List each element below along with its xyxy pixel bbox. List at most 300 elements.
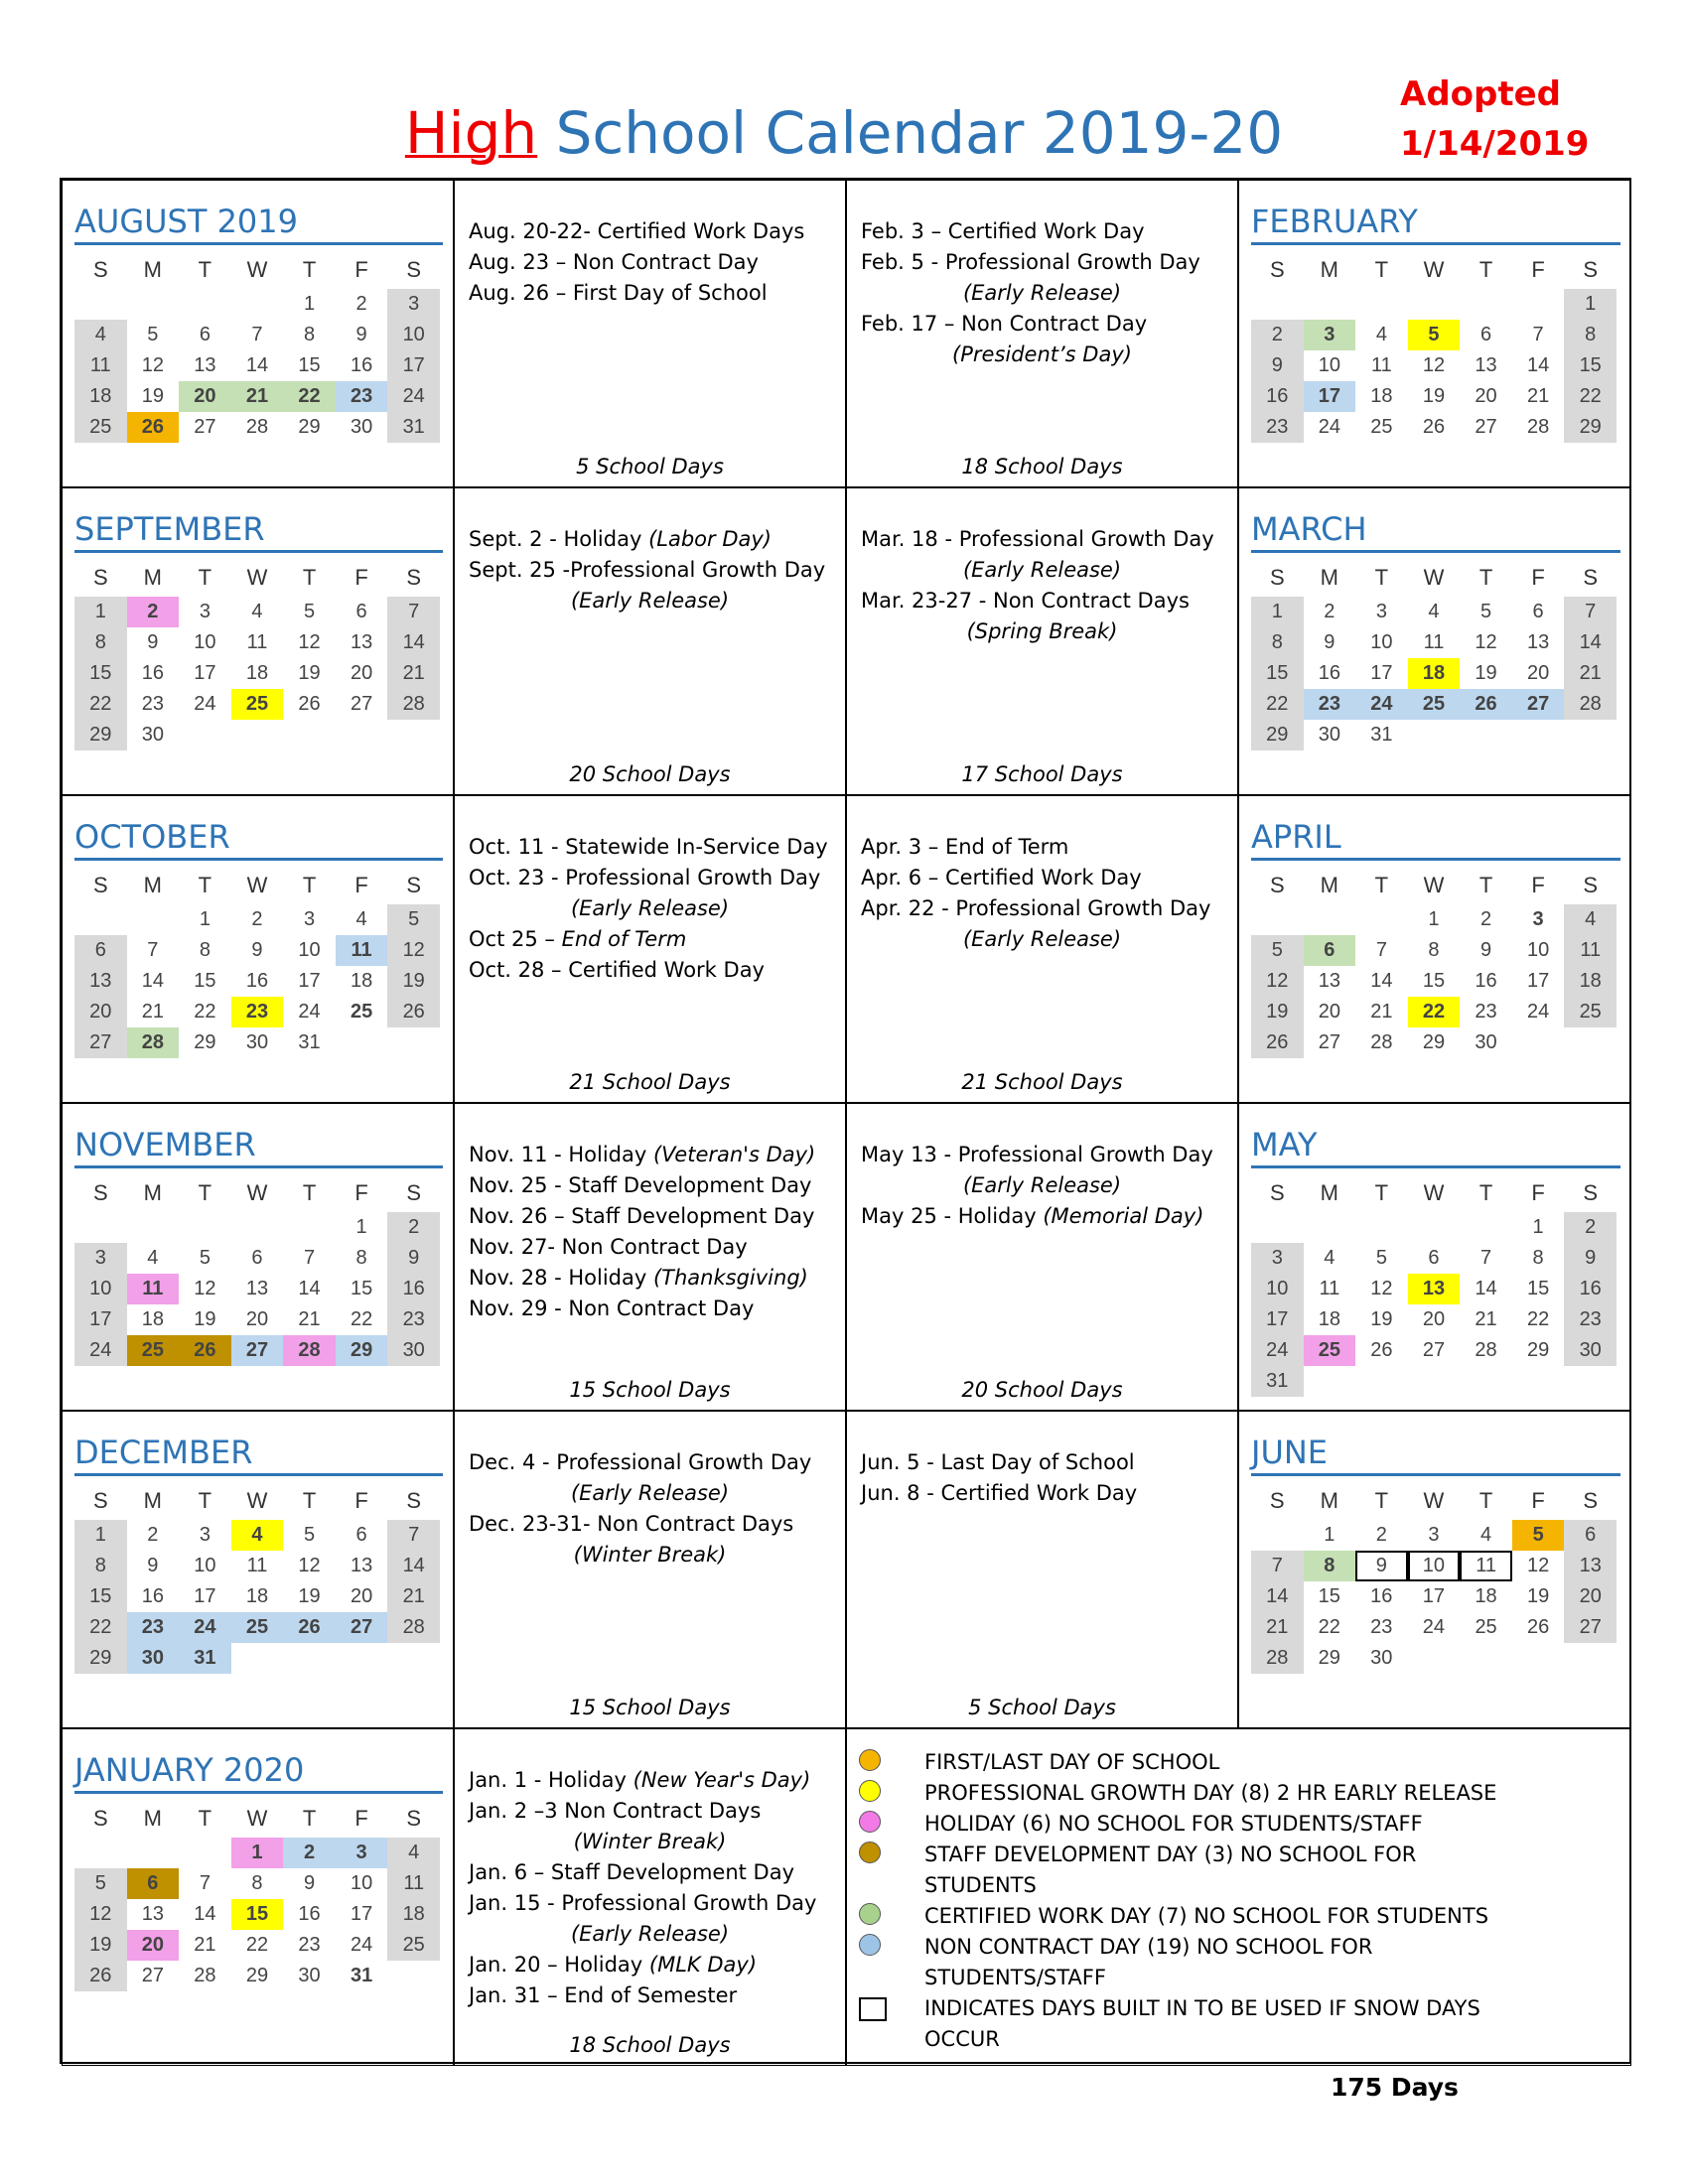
day-22[interactable]: 22 xyxy=(1408,997,1461,1027)
day-25[interactable]: 25 xyxy=(1408,689,1461,720)
day-22[interactable]: 22 xyxy=(194,1001,216,1023)
day-1[interactable]: 1 xyxy=(1564,289,1617,320)
day-18[interactable]: 18 xyxy=(1564,966,1617,997)
day-15[interactable]: 15 xyxy=(350,1278,373,1299)
day-27[interactable]: 27 xyxy=(74,1027,127,1058)
day-6[interactable]: 6 xyxy=(251,1247,263,1269)
day-21[interactable]: 21 xyxy=(387,658,440,689)
day-30[interactable]: 30 xyxy=(350,416,373,438)
day-15[interactable]: 15 xyxy=(1526,1278,1550,1299)
day-8[interactable]: 8 xyxy=(251,1872,263,1894)
day-20[interactable]: 20 xyxy=(127,1930,180,1961)
day-5[interactable]: 5 xyxy=(1512,1520,1565,1551)
day-19[interactable]: 19 xyxy=(1370,1308,1393,1330)
day-5[interactable]: 5 xyxy=(199,1247,211,1269)
day-26[interactable]: 26 xyxy=(298,693,321,715)
day-10[interactable]: 10 xyxy=(387,320,440,350)
day-1[interactable]: 1 xyxy=(1428,908,1440,930)
day-28[interactable]: 28 xyxy=(387,689,440,720)
day-4[interactable]: 4 xyxy=(231,1520,284,1551)
day-19[interactable]: 19 xyxy=(387,966,440,997)
day-25[interactable]: 25 xyxy=(231,689,284,720)
day-17[interactable]: 17 xyxy=(1370,662,1393,684)
day-29[interactable]: 29 xyxy=(298,416,321,438)
day-24[interactable]: 24 xyxy=(194,693,216,715)
day-15[interactable]: 15 xyxy=(1564,350,1617,381)
day-15[interactable]: 15 xyxy=(74,1581,127,1612)
day-14[interactable]: 14 xyxy=(1370,970,1393,992)
day-4[interactable]: 4 xyxy=(1564,904,1617,935)
day-20[interactable]: 20 xyxy=(1475,385,1497,407)
day-27[interactable]: 27 xyxy=(141,1965,164,1986)
day-12[interactable]: 12 xyxy=(1475,631,1497,653)
day-8[interactable]: 8 xyxy=(1428,939,1440,961)
day-1[interactable]: 1 xyxy=(1532,1216,1544,1238)
day-29[interactable]: 29 xyxy=(1251,720,1304,751)
day-12[interactable]: 12 xyxy=(1251,966,1304,997)
day-17[interactable]: 17 xyxy=(194,662,216,684)
day-16[interactable]: 16 xyxy=(141,662,164,684)
day-9[interactable]: 9 xyxy=(387,1243,440,1274)
day-19[interactable]: 19 xyxy=(1475,662,1497,684)
day-21[interactable]: 21 xyxy=(298,1308,321,1330)
day-9[interactable]: 9 xyxy=(355,324,367,345)
day-7[interactable]: 7 xyxy=(1375,939,1387,961)
day-8[interactable]: 8 xyxy=(74,1551,127,1581)
day-25[interactable]: 25 xyxy=(1564,997,1617,1027)
day-29[interactable]: 29 xyxy=(1422,1031,1446,1053)
day-20[interactable]: 20 xyxy=(350,1585,373,1607)
day-18[interactable]: 18 xyxy=(387,1899,440,1930)
day-28[interactable]: 28 xyxy=(387,1612,440,1643)
day-15[interactable]: 15 xyxy=(298,354,321,376)
day-7[interactable]: 7 xyxy=(303,1247,316,1269)
day-21[interactable]: 21 xyxy=(1251,1612,1304,1643)
day-13[interactable]: 13 xyxy=(245,1278,269,1299)
day-28[interactable]: 28 xyxy=(1370,1031,1393,1053)
day-14[interactable]: 14 xyxy=(1251,1581,1304,1612)
day-25[interactable]: 25 xyxy=(127,1335,180,1366)
day-17[interactable]: 17 xyxy=(1304,381,1356,412)
day-5[interactable]: 5 xyxy=(387,904,440,935)
day-11[interactable]: 11 xyxy=(387,1868,440,1899)
day-4[interactable]: 4 xyxy=(355,908,367,930)
day-2[interactable]: 2 xyxy=(1375,1524,1387,1546)
day-16[interactable]: 16 xyxy=(1251,381,1304,412)
day-30[interactable]: 30 xyxy=(141,724,164,746)
day-11[interactable]: 11 xyxy=(246,1555,268,1576)
day-25[interactable]: 25 xyxy=(1370,416,1393,438)
day-16[interactable]: 16 xyxy=(141,1585,164,1607)
day-12[interactable]: 12 xyxy=(1527,1555,1550,1576)
day-11[interactable]: 11 xyxy=(74,350,127,381)
day-9[interactable]: 9 xyxy=(303,1872,316,1894)
day-1[interactable]: 1 xyxy=(74,597,127,627)
day-4[interactable]: 4 xyxy=(1428,601,1440,622)
day-24[interactable]: 24 xyxy=(387,381,440,412)
day-12[interactable]: 12 xyxy=(141,354,164,376)
day-9[interactable]: 9 xyxy=(147,1555,159,1576)
day-6[interactable]: 6 xyxy=(199,324,211,345)
day-7[interactable]: 7 xyxy=(199,1872,211,1894)
day-29[interactable]: 29 xyxy=(74,720,127,751)
day-12[interactable]: 12 xyxy=(1370,1278,1393,1299)
day-9[interactable]: 9 xyxy=(1251,350,1304,381)
day-17[interactable]: 17 xyxy=(298,970,321,992)
day-18[interactable]: 18 xyxy=(245,662,269,684)
day-19[interactable]: 19 xyxy=(1251,997,1304,1027)
day-7[interactable]: 7 xyxy=(1479,1247,1492,1269)
day-17[interactable]: 17 xyxy=(1251,1304,1304,1335)
day-4[interactable]: 4 xyxy=(74,320,127,350)
day-6[interactable]: 6 xyxy=(1304,935,1356,966)
day-31[interactable]: 31 xyxy=(1370,724,1393,746)
day-22[interactable]: 22 xyxy=(1251,689,1304,720)
day-26[interactable]: 26 xyxy=(1251,1027,1304,1058)
day-3[interactable]: 3 xyxy=(199,1524,211,1546)
day-17[interactable]: 17 xyxy=(350,1903,373,1925)
day-29[interactable]: 29 xyxy=(245,1965,269,1986)
day-16[interactable]: 16 xyxy=(298,1903,321,1925)
day-4[interactable]: 4 xyxy=(1375,324,1387,345)
day-21[interactable]: 21 xyxy=(194,1934,216,1956)
day-20[interactable]: 20 xyxy=(350,662,373,684)
day-19[interactable]: 19 xyxy=(298,662,321,684)
day-27[interactable]: 27 xyxy=(1318,1031,1340,1053)
day-6[interactable]: 6 xyxy=(1479,324,1492,345)
day-30[interactable]: 30 xyxy=(1475,1031,1497,1053)
day-24[interactable]: 24 xyxy=(1251,1335,1304,1366)
day-5[interactable]: 5 xyxy=(1479,601,1492,622)
day-19[interactable]: 19 xyxy=(1527,1585,1550,1607)
day-28[interactable]: 28 xyxy=(1475,1339,1497,1361)
day-12[interactable]: 12 xyxy=(298,1555,321,1576)
day-21[interactable]: 21 xyxy=(387,1581,440,1612)
day-21[interactable]: 21 xyxy=(1475,1308,1497,1330)
day-23[interactable]: 23 xyxy=(1251,412,1304,443)
day-5[interactable]: 5 xyxy=(303,1524,316,1546)
day-31[interactable]: 31 xyxy=(179,1643,231,1674)
day-17[interactable]: 17 xyxy=(1422,1585,1446,1607)
day-7[interactable]: 7 xyxy=(387,597,440,627)
day-28[interactable]: 28 xyxy=(1564,689,1617,720)
day-13[interactable]: 13 xyxy=(1408,1274,1461,1304)
day-27[interactable]: 27 xyxy=(1475,416,1497,438)
day-9[interactable]: 9 xyxy=(251,939,263,961)
day-9[interactable]: 9 xyxy=(1479,939,1492,961)
day-1[interactable]: 1 xyxy=(199,908,211,930)
day-21[interactable]: 21 xyxy=(1526,385,1550,407)
day-14[interactable]: 14 xyxy=(1526,354,1550,376)
day-29[interactable]: 29 xyxy=(74,1643,127,1674)
day-23[interactable]: 23 xyxy=(1370,1616,1393,1638)
day-27[interactable]: 27 xyxy=(231,1335,284,1366)
day-15[interactable]: 15 xyxy=(231,1899,284,1930)
day-5[interactable]: 5 xyxy=(74,1868,127,1899)
day-25[interactable]: 25 xyxy=(231,1612,284,1643)
day-2[interactable]: 2 xyxy=(387,1212,440,1243)
day-4[interactable]: 4 xyxy=(1480,1524,1492,1546)
day-22[interactable]: 22 xyxy=(1526,1308,1550,1330)
day-1[interactable]: 1 xyxy=(355,1216,367,1238)
day-21[interactable]: 21 xyxy=(231,381,284,412)
day-3[interactable]: 3 xyxy=(74,1243,127,1274)
day-7[interactable]: 7 xyxy=(1251,1551,1304,1581)
day-18[interactable]: 18 xyxy=(74,381,127,412)
day-13[interactable]: 13 xyxy=(1564,1551,1617,1581)
day-28[interactable]: 28 xyxy=(127,1027,180,1058)
day-20[interactable]: 20 xyxy=(1318,1001,1340,1023)
day-22[interactable]: 22 xyxy=(350,1308,373,1330)
day-2[interactable]: 2 xyxy=(1324,601,1336,622)
day-23[interactable]: 23 xyxy=(141,693,164,715)
day-4[interactable]: 4 xyxy=(387,1838,440,1868)
day-30[interactable]: 30 xyxy=(387,1335,440,1366)
day-8[interactable]: 8 xyxy=(1532,1247,1544,1269)
day-29[interactable]: 29 xyxy=(336,1335,388,1366)
day-15[interactable]: 15 xyxy=(1251,658,1304,689)
day-23[interactable]: 23 xyxy=(298,1934,321,1956)
day-12[interactable]: 12 xyxy=(74,1899,127,1930)
day-20[interactable]: 20 xyxy=(179,381,231,412)
day-22[interactable]: 22 xyxy=(245,1934,269,1956)
day-8[interactable]: 8 xyxy=(303,324,316,345)
day-23[interactable]: 23 xyxy=(336,381,388,412)
day-24[interactable]: 24 xyxy=(298,1001,321,1023)
day-14[interactable]: 14 xyxy=(1564,627,1617,658)
day-10[interactable]: 10 xyxy=(194,1555,216,1576)
day-11[interactable]: 11 xyxy=(127,1274,180,1304)
day-28[interactable]: 28 xyxy=(194,1965,216,1986)
day-13[interactable]: 13 xyxy=(1318,970,1340,992)
day-8[interactable]: 8 xyxy=(1564,320,1617,350)
day-8[interactable]: 8 xyxy=(74,627,127,658)
day-11[interactable]: 11 xyxy=(336,935,388,966)
day-30[interactable]: 30 xyxy=(127,1643,180,1674)
day-12[interactable]: 12 xyxy=(1422,354,1446,376)
day-9[interactable]: 9 xyxy=(1324,631,1336,653)
day-31[interactable]: 31 xyxy=(298,1031,321,1053)
day-27[interactable]: 27 xyxy=(194,416,216,438)
day-15[interactable]: 15 xyxy=(194,970,216,992)
day-4[interactable]: 4 xyxy=(147,1247,159,1269)
day-4[interactable]: 4 xyxy=(1324,1247,1336,1269)
day-3[interactable]: 3 xyxy=(303,908,316,930)
day-17[interactable]: 17 xyxy=(74,1304,127,1335)
day-14[interactable]: 14 xyxy=(298,1278,321,1299)
day-11[interactable]: 11 xyxy=(1371,354,1392,376)
day-14[interactable]: 14 xyxy=(387,1551,440,1581)
day-3[interactable]: 3 xyxy=(1375,601,1387,622)
day-15[interactable]: 15 xyxy=(1318,1585,1340,1607)
day-29[interactable]: 29 xyxy=(1318,1647,1340,1669)
day-2[interactable]: 2 xyxy=(1251,320,1304,350)
day-27[interactable]: 27 xyxy=(1422,1339,1446,1361)
day-28[interactable]: 28 xyxy=(1526,416,1550,438)
day-10[interactable]: 10 xyxy=(298,939,321,961)
day-3[interactable]: 3 xyxy=(387,289,440,320)
day-4[interactable]: 4 xyxy=(251,601,263,622)
day-13[interactable]: 13 xyxy=(141,1903,164,1925)
day-23[interactable]: 23 xyxy=(127,1612,180,1643)
day-26[interactable]: 26 xyxy=(1370,1339,1393,1361)
day-11[interactable]: 11 xyxy=(1564,935,1617,966)
day-25[interactable]: 25 xyxy=(387,1930,440,1961)
day-26[interactable]: 26 xyxy=(283,1612,336,1643)
day-2[interactable]: 2 xyxy=(251,908,263,930)
day-23[interactable]: 23 xyxy=(1304,689,1356,720)
day-22[interactable]: 22 xyxy=(74,1612,127,1643)
day-30[interactable]: 30 xyxy=(1564,1335,1617,1366)
day-1[interactable]: 1 xyxy=(1251,597,1304,627)
day-22[interactable]: 22 xyxy=(283,381,336,412)
day-28[interactable]: 28 xyxy=(283,1335,336,1366)
day-31[interactable]: 31 xyxy=(350,1965,373,1986)
day-23[interactable]: 23 xyxy=(1475,1001,1497,1023)
day-22[interactable]: 22 xyxy=(1318,1616,1340,1638)
day-30[interactable]: 30 xyxy=(1318,724,1340,746)
day-10[interactable]: 10 xyxy=(1408,1551,1461,1581)
day-2[interactable]: 2 xyxy=(1479,908,1492,930)
day-1[interactable]: 1 xyxy=(231,1838,284,1868)
day-29[interactable]: 29 xyxy=(1564,412,1617,443)
day-21[interactable]: 21 xyxy=(141,1001,164,1023)
day-10[interactable]: 10 xyxy=(194,631,216,653)
day-7[interactable]: 7 xyxy=(387,1520,440,1551)
day-13[interactable]: 13 xyxy=(74,966,127,997)
day-8[interactable]: 8 xyxy=(1251,627,1304,658)
day-2[interactable]: 2 xyxy=(355,293,367,315)
day-14[interactable]: 14 xyxy=(141,970,164,992)
day-9[interactable]: 9 xyxy=(1355,1551,1408,1581)
day-19[interactable]: 19 xyxy=(298,1585,321,1607)
day-24[interactable]: 24 xyxy=(350,1934,373,1956)
day-31[interactable]: 31 xyxy=(387,412,440,443)
day-18[interactable]: 18 xyxy=(141,1308,164,1330)
day-20[interactable]: 20 xyxy=(1526,662,1550,684)
day-6[interactable]: 6 xyxy=(127,1868,180,1899)
day-16[interactable]: 16 xyxy=(1318,662,1340,684)
day-24[interactable]: 24 xyxy=(1318,416,1340,438)
day-6[interactable]: 6 xyxy=(1564,1520,1617,1551)
day-25[interactable]: 25 xyxy=(350,1001,373,1023)
day-18[interactable]: 18 xyxy=(245,1585,269,1607)
day-2[interactable]: 2 xyxy=(147,1524,159,1546)
day-5[interactable]: 5 xyxy=(1408,320,1461,350)
day-5[interactable]: 5 xyxy=(147,324,159,345)
day-26[interactable]: 26 xyxy=(127,412,180,443)
day-31[interactable]: 31 xyxy=(1251,1366,1304,1397)
day-28[interactable]: 28 xyxy=(245,416,269,438)
day-2[interactable]: 2 xyxy=(127,597,180,627)
day-24[interactable]: 24 xyxy=(74,1335,127,1366)
day-22[interactable]: 22 xyxy=(74,689,127,720)
day-14[interactable]: 14 xyxy=(387,627,440,658)
day-29[interactable]: 29 xyxy=(194,1031,216,1053)
day-19[interactable]: 19 xyxy=(74,1930,127,1961)
day-30[interactable]: 30 xyxy=(245,1031,269,1053)
day-13[interactable]: 13 xyxy=(350,1555,373,1576)
day-25[interactable]: 25 xyxy=(1475,1616,1497,1638)
day-19[interactable]: 19 xyxy=(141,385,164,407)
day-19[interactable]: 19 xyxy=(194,1308,216,1330)
day-20[interactable]: 20 xyxy=(245,1308,269,1330)
day-11[interactable]: 11 xyxy=(1319,1278,1340,1299)
day-5[interactable]: 5 xyxy=(1375,1247,1387,1269)
day-24[interactable]: 24 xyxy=(179,1612,231,1643)
day-2[interactable]: 2 xyxy=(283,1838,336,1868)
day-26[interactable]: 26 xyxy=(1422,416,1446,438)
day-14[interactable]: 14 xyxy=(245,354,269,376)
day-16[interactable]: 16 xyxy=(387,1274,440,1304)
day-17[interactable]: 17 xyxy=(387,350,440,381)
day-13[interactable]: 13 xyxy=(350,631,373,653)
day-26[interactable]: 26 xyxy=(179,1335,231,1366)
day-10[interactable]: 10 xyxy=(1318,354,1340,376)
day-29[interactable]: 29 xyxy=(1526,1339,1550,1361)
day-26[interactable]: 26 xyxy=(74,1961,127,1991)
day-24[interactable]: 24 xyxy=(1526,1001,1550,1023)
day-23[interactable]: 23 xyxy=(1564,1304,1617,1335)
day-3[interactable]: 3 xyxy=(336,1838,388,1868)
day-26[interactable]: 26 xyxy=(1527,1616,1550,1638)
day-26[interactable]: 26 xyxy=(1460,689,1512,720)
day-7[interactable]: 7 xyxy=(147,939,159,961)
day-18[interactable]: 18 xyxy=(1318,1308,1340,1330)
day-5[interactable]: 5 xyxy=(303,601,316,622)
day-12[interactable]: 12 xyxy=(298,631,321,653)
day-6[interactable]: 6 xyxy=(74,935,127,966)
day-13[interactable]: 13 xyxy=(194,354,216,376)
day-13[interactable]: 13 xyxy=(1475,354,1497,376)
day-28[interactable]: 28 xyxy=(1251,1643,1304,1674)
day-17[interactable]: 17 xyxy=(1526,970,1550,992)
day-13[interactable]: 13 xyxy=(1526,631,1550,653)
day-3[interactable]: 3 xyxy=(199,601,211,622)
day-9[interactable]: 9 xyxy=(1564,1243,1617,1274)
day-21[interactable]: 21 xyxy=(1370,1001,1393,1023)
day-16[interactable]: 16 xyxy=(1564,1274,1617,1304)
day-12[interactable]: 12 xyxy=(387,935,440,966)
day-10[interactable]: 10 xyxy=(350,1872,373,1894)
day-3[interactable]: 3 xyxy=(1251,1243,1304,1274)
day-24[interactable]: 24 xyxy=(1355,689,1408,720)
day-3[interactable]: 3 xyxy=(1532,908,1544,930)
day-9[interactable]: 9 xyxy=(147,631,159,653)
day-3[interactable]: 3 xyxy=(1428,1524,1440,1546)
day-16[interactable]: 16 xyxy=(1370,1585,1393,1607)
day-20[interactable]: 20 xyxy=(1564,1581,1617,1612)
day-17[interactable]: 17 xyxy=(194,1585,216,1607)
day-5[interactable]: 5 xyxy=(1251,935,1304,966)
day-3[interactable]: 3 xyxy=(1304,320,1356,350)
day-26[interactable]: 26 xyxy=(387,997,440,1027)
day-27[interactable]: 27 xyxy=(1564,1612,1617,1643)
day-11[interactable]: 11 xyxy=(1423,631,1445,653)
day-21[interactable]: 21 xyxy=(1564,658,1617,689)
day-7[interactable]: 7 xyxy=(1532,324,1544,345)
day-27[interactable]: 27 xyxy=(350,693,373,715)
day-1[interactable]: 1 xyxy=(303,293,316,315)
day-23[interactable]: 23 xyxy=(231,997,284,1027)
day-6[interactable]: 6 xyxy=(355,1524,367,1546)
day-8[interactable]: 8 xyxy=(355,1247,367,1269)
day-10[interactable]: 10 xyxy=(1370,631,1393,653)
day-8[interactable]: 8 xyxy=(1304,1551,1356,1581)
day-20[interactable]: 20 xyxy=(74,997,127,1027)
day-16[interactable]: 16 xyxy=(350,354,373,376)
day-11[interactable]: 11 xyxy=(246,631,268,653)
